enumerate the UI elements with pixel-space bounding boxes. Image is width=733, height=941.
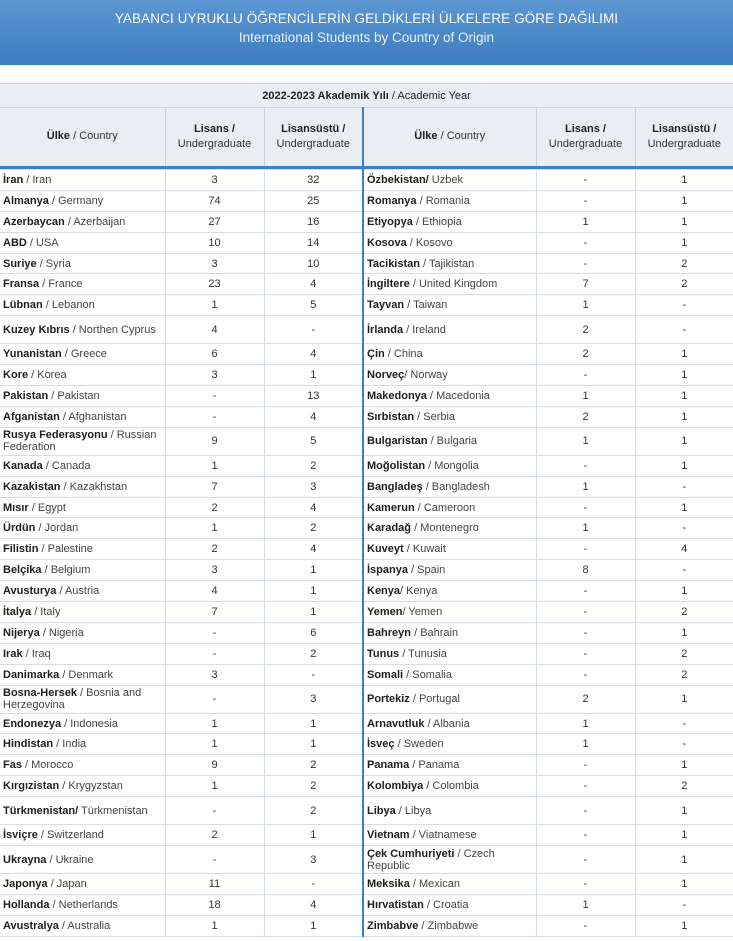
undergrad-right: 2: [536, 406, 635, 427]
country-left: Kuzey Kıbrıs / Northen Cyprus: [0, 316, 165, 344]
postgrad-right: -: [635, 295, 733, 316]
postgrad-left: 2: [264, 643, 363, 664]
country-right: Çek Cumhuriyeti / Czech Republic: [363, 846, 536, 874]
country-right: Tacikistan / Tajikistan: [363, 253, 536, 274]
undergrad-right: -: [536, 776, 635, 797]
undergrad-left: 10: [165, 232, 264, 253]
country-left: İran / Iran: [0, 170, 165, 191]
postgrad-left: 1: [264, 915, 363, 936]
postgrad-right: 1: [635, 427, 733, 455]
undergrad-left: 1: [165, 915, 264, 936]
postgrad-left: 13: [264, 386, 363, 407]
postgrad-right: 1: [635, 497, 733, 518]
postgrad-left: 1: [264, 825, 363, 846]
table-row: [0, 316, 733, 344]
undergrad-left: 2: [165, 539, 264, 560]
country-right: Yemen/ Yemen: [363, 602, 536, 623]
country-right: Kenya/ Kenya: [363, 581, 536, 602]
col-postgrad-left: Lisansüstü / Undergraduate: [264, 108, 363, 166]
postgrad-right: -: [635, 713, 733, 734]
country-left: Fas / Morocco: [0, 755, 165, 776]
col-undergrad-left: Lisans / Undergraduate: [165, 108, 264, 166]
undergrad-left: 1: [165, 295, 264, 316]
postgrad-left: 6: [264, 622, 363, 643]
students-table: [0, 83, 733, 937]
undergrad-left: 4: [165, 316, 264, 344]
table-row: [0, 518, 733, 539]
postgrad-right: 1: [635, 455, 733, 476]
country-right: Arnavutluk / Albania: [363, 713, 536, 734]
table-row: [0, 602, 733, 623]
table-row: [0, 915, 733, 936]
undergrad-right: -: [536, 874, 635, 895]
postgrad-right: 2: [635, 643, 733, 664]
postgrad-right: -: [635, 316, 733, 344]
country-left: Kore / Korea: [0, 365, 165, 386]
country-left: Almanya / Germany: [0, 190, 165, 211]
table-row: [0, 497, 733, 518]
country-left: Kırgızistan / Krygyzstan: [0, 776, 165, 797]
postgrad-left: -: [264, 664, 363, 685]
country-right: Meksika / Mexican: [363, 874, 536, 895]
postgrad-right: -: [635, 476, 733, 497]
country-right: Sırbistan / Serbia: [363, 406, 536, 427]
undergrad-right: -: [536, 915, 635, 936]
country-right: İrlanda / Ireland: [363, 316, 536, 344]
country-right: Etiyopya / Ethiopia: [363, 211, 536, 232]
country-left: Irak / Iraq: [0, 643, 165, 664]
undergrad-right: -: [536, 539, 635, 560]
postgrad-right: 1: [635, 846, 733, 874]
postgrad-left: 2: [264, 518, 363, 539]
table-row: [0, 755, 733, 776]
postgrad-right: 1: [635, 211, 733, 232]
table-row: [0, 211, 733, 232]
undergrad-right: 1: [536, 713, 635, 734]
undergrad-left: 11: [165, 874, 264, 895]
table-row: [0, 170, 733, 191]
country-left: Japonya / Japan: [0, 874, 165, 895]
undergrad-right: 1: [536, 211, 635, 232]
undergrad-right: 2: [536, 344, 635, 365]
country-right: Çin / China: [363, 344, 536, 365]
table-row: [0, 797, 733, 825]
postgrad-right: 4: [635, 539, 733, 560]
undergrad-left: 23: [165, 274, 264, 295]
title-banner: [0, 0, 733, 62]
undergrad-right: 1: [536, 476, 635, 497]
country-right: Kolombiya / Colombia: [363, 776, 536, 797]
table-row: [0, 386, 733, 407]
country-left: Ürdün / Jordan: [0, 518, 165, 539]
postgrad-left: -: [264, 316, 363, 344]
postgrad-left: 4: [264, 539, 363, 560]
col-country-left: Ülke / Country: [0, 108, 165, 166]
undergrad-right: 2: [536, 316, 635, 344]
undergrad-right: -: [536, 190, 635, 211]
postgrad-left: 2: [264, 776, 363, 797]
country-right: Kuveyt / Kuwait: [363, 539, 536, 560]
postgrad-left: 2: [264, 455, 363, 476]
undergrad-left: -: [165, 406, 264, 427]
banner-divider: [0, 62, 733, 65]
page-title-tr: YABANCI UYRUKLU ÖĞRENCİLERİN GELDİKLERİ ÜLKELERE GÖRE DAĞILIMI: [114, 11, 619, 26]
undergrad-right: -: [536, 232, 635, 253]
country-right: İngiltere / United Kingdom: [363, 274, 536, 295]
academic-year-label: 2022-2023 Akademik Yılı / Academic Year: [0, 84, 733, 108]
table-row: [0, 622, 733, 643]
table-row: [0, 476, 733, 497]
postgrad-left: 2: [264, 797, 363, 825]
undergrad-left: 4: [165, 581, 264, 602]
country-right: İsveç / Sweden: [363, 734, 536, 755]
postgrad-right: 1: [635, 170, 733, 191]
table-row: [0, 894, 733, 915]
country-left: Belçika / Belgium: [0, 560, 165, 581]
postgrad-right: -: [635, 894, 733, 915]
table-row: [0, 274, 733, 295]
country-left: Endonezya / Indonesia: [0, 713, 165, 734]
postgrad-left: 4: [264, 274, 363, 295]
country-left: Afganistan / Afghanistan: [0, 406, 165, 427]
country-left: İtalya / Italy: [0, 602, 165, 623]
postgrad-left: 1: [264, 602, 363, 623]
table-row: [0, 664, 733, 685]
postgrad-left: -: [264, 874, 363, 895]
undergrad-right: -: [536, 755, 635, 776]
undergrad-left: 1: [165, 776, 264, 797]
table-row: [0, 713, 733, 734]
country-right: Kamerun / Cameroon: [363, 497, 536, 518]
country-left: Türkmenistan/ Türkmenistan: [0, 797, 165, 825]
table-row: [0, 344, 733, 365]
undergrad-left: 2: [165, 497, 264, 518]
undergrad-right: -: [536, 365, 635, 386]
postgrad-left: 1: [264, 713, 363, 734]
undergrad-right: -: [536, 170, 635, 191]
country-right: Romanya / Romania: [363, 190, 536, 211]
undergrad-left: 1: [165, 734, 264, 755]
country-left: Fransa / France: [0, 274, 165, 295]
postgrad-right: 1: [635, 190, 733, 211]
country-left: İsviçre / Switzerland: [0, 825, 165, 846]
country-left: ABD / USA: [0, 232, 165, 253]
country-right: Bahreyn / Bahrain: [363, 622, 536, 643]
undergrad-left: -: [165, 622, 264, 643]
postgrad-right: 1: [635, 365, 733, 386]
country-right: İspanya / Spain: [363, 560, 536, 581]
undergrad-left: 6: [165, 344, 264, 365]
table-row: [0, 406, 733, 427]
postgrad-left: 5: [264, 295, 363, 316]
country-left: Mısır / Egypt: [0, 497, 165, 518]
country-right: Bulgaristan / Bulgaria: [363, 427, 536, 455]
country-right: Makedonya / Macedonia: [363, 386, 536, 407]
country-left: Kazakistan / Kazakhstan: [0, 476, 165, 497]
country-right: Bangladeş / Bangladesh: [363, 476, 536, 497]
undergrad-left: 7: [165, 602, 264, 623]
table-row: [0, 581, 733, 602]
country-left: Lübnan / Lebanon: [0, 295, 165, 316]
undergrad-left: 3: [165, 170, 264, 191]
postgrad-left: 16: [264, 211, 363, 232]
postgrad-left: 1: [264, 581, 363, 602]
table-row: [0, 846, 733, 874]
table-row: [0, 232, 733, 253]
undergrad-right: -: [536, 455, 635, 476]
country-right: Norveç/ Norway: [363, 365, 536, 386]
postgrad-left: 4: [264, 894, 363, 915]
postgrad-left: 10: [264, 253, 363, 274]
undergrad-right: -: [536, 643, 635, 664]
table-row: [0, 643, 733, 664]
col-country-right: Ülke / Country: [363, 108, 536, 166]
country-right: Hırvatistan / Croatia: [363, 894, 536, 915]
undergrad-left: 3: [165, 253, 264, 274]
undergrad-left: 7: [165, 476, 264, 497]
postgrad-right: 1: [635, 386, 733, 407]
undergrad-right: 2: [536, 685, 635, 713]
undergrad-right: 7: [536, 274, 635, 295]
postgrad-right: 1: [635, 581, 733, 602]
undergrad-left: 3: [165, 560, 264, 581]
undergrad-right: 1: [536, 386, 635, 407]
postgrad-right: 1: [635, 755, 733, 776]
postgrad-right: -: [635, 518, 733, 539]
postgrad-right: 2: [635, 253, 733, 274]
undergrad-right: -: [536, 581, 635, 602]
postgrad-left: 4: [264, 497, 363, 518]
country-left: Bosna-Hersek / Bosnia and Herzegovina: [0, 685, 165, 713]
postgrad-left: 3: [264, 846, 363, 874]
country-left: Hollanda / Netherlands: [0, 894, 165, 915]
undergrad-left: -: [165, 685, 264, 713]
country-left: Pakistan / Pakistan: [0, 386, 165, 407]
undergrad-right: 1: [536, 518, 635, 539]
col-postgrad-right: Lisansüstü / Undergraduate: [635, 108, 733, 166]
country-right: Panama / Panama: [363, 755, 536, 776]
postgrad-right: 1: [635, 622, 733, 643]
undergrad-right: -: [536, 797, 635, 825]
undergrad-right: -: [536, 664, 635, 685]
undergrad-left: 9: [165, 427, 264, 455]
table-row: [0, 295, 733, 316]
table-row: [0, 190, 733, 211]
postgrad-left: 3: [264, 476, 363, 497]
undergrad-right: 1: [536, 894, 635, 915]
undergrad-right: -: [536, 825, 635, 846]
country-left: Azerbaycan / Azerbaijan: [0, 211, 165, 232]
postgrad-left: 3: [264, 685, 363, 713]
undergrad-left: 18: [165, 894, 264, 915]
country-right: Moğolistan / Mongolia: [363, 455, 536, 476]
table-row: [0, 427, 733, 455]
country-right: Somali / Somalia: [363, 664, 536, 685]
postgrad-right: 1: [635, 406, 733, 427]
table-row: [0, 560, 733, 581]
postgrad-right: -: [635, 734, 733, 755]
country-left: Filistin / Palestine: [0, 539, 165, 560]
country-right: Kosova / Kosovo: [363, 232, 536, 253]
country-left: Kanada / Canada: [0, 455, 165, 476]
postgrad-right: 1: [635, 874, 733, 895]
table-row: [0, 776, 733, 797]
country-left: Danimarka / Denmark: [0, 664, 165, 685]
table-row: [0, 734, 733, 755]
page-title-en: International Students by Country of Origin: [238, 30, 495, 45]
postgrad-right: 2: [635, 776, 733, 797]
country-left: Ukrayna / Ukraine: [0, 846, 165, 874]
country-right: Libya / Libya: [363, 797, 536, 825]
table-row: [0, 455, 733, 476]
country-left: Suriye / Syria: [0, 253, 165, 274]
undergrad-right: -: [536, 253, 635, 274]
country-left: Avusturya / Austria: [0, 581, 165, 602]
country-right: Tayvan / Taiwan: [363, 295, 536, 316]
country-left: Nijerya / Nigeria: [0, 622, 165, 643]
postgrad-right: 1: [635, 232, 733, 253]
postgrad-right: 1: [635, 344, 733, 365]
table-row: [0, 365, 733, 386]
country-right: Zimbabve / Zimbabwe: [363, 915, 536, 936]
postgrad-left: 4: [264, 406, 363, 427]
country-right: Özbekistan/ Uzbek: [363, 170, 536, 191]
postgrad-left: 1: [264, 365, 363, 386]
undergrad-left: 27: [165, 211, 264, 232]
undergrad-left: 9: [165, 755, 264, 776]
postgrad-right: 1: [635, 685, 733, 713]
country-left: Rusya Federasyonu / Russian Federation: [0, 427, 165, 455]
undergrad-left: 1: [165, 518, 264, 539]
postgrad-left: 14: [264, 232, 363, 253]
postgrad-left: 1: [264, 560, 363, 581]
undergrad-right: 1: [536, 734, 635, 755]
undergrad-right: -: [536, 602, 635, 623]
table-row: [0, 685, 733, 713]
undergrad-left: 3: [165, 664, 264, 685]
postgrad-right: 2: [635, 274, 733, 295]
undergrad-left: 2: [165, 825, 264, 846]
undergrad-right: -: [536, 497, 635, 518]
undergrad-left: -: [165, 643, 264, 664]
postgrad-left: 5: [264, 427, 363, 455]
country-right: Vietnam / Viatnamese: [363, 825, 536, 846]
undergrad-left: 3: [165, 365, 264, 386]
postgrad-right: 1: [635, 825, 733, 846]
postgrad-left: 2: [264, 755, 363, 776]
undergrad-right: 8: [536, 560, 635, 581]
col-undergrad-right: Lisans / Undergraduate: [536, 108, 635, 166]
undergrad-left: -: [165, 386, 264, 407]
country-right: Karadağ / Montenegro: [363, 518, 536, 539]
table-row: [0, 874, 733, 895]
undergrad-right: 1: [536, 295, 635, 316]
postgrad-right: -: [635, 560, 733, 581]
country-left: Yunanistan / Greece: [0, 344, 165, 365]
table-body: [0, 170, 733, 937]
postgrad-right: 2: [635, 664, 733, 685]
country-left: Hindistan / India: [0, 734, 165, 755]
country-right: Tunus / Tunusia: [363, 643, 536, 664]
undergrad-left: 1: [165, 455, 264, 476]
country-left: Avustralya / Australia: [0, 915, 165, 936]
postgrad-right: 2: [635, 602, 733, 623]
undergrad-left: -: [165, 846, 264, 874]
undergrad-right: -: [536, 846, 635, 874]
undergrad-left: -: [165, 797, 264, 825]
postgrad-left: 32: [264, 170, 363, 191]
postgrad-left: 4: [264, 344, 363, 365]
undergrad-left: 74: [165, 190, 264, 211]
undergrad-right: -: [536, 622, 635, 643]
table-row: [0, 253, 733, 274]
postgrad-right: 1: [635, 915, 733, 936]
table-row: [0, 539, 733, 560]
postgrad-left: 25: [264, 190, 363, 211]
postgrad-left: 1: [264, 734, 363, 755]
table-row: [0, 825, 733, 846]
undergrad-left: 1: [165, 713, 264, 734]
undergrad-right: 1: [536, 427, 635, 455]
country-right: Portekiz / Portugal: [363, 685, 536, 713]
postgrad-right: 1: [635, 797, 733, 825]
